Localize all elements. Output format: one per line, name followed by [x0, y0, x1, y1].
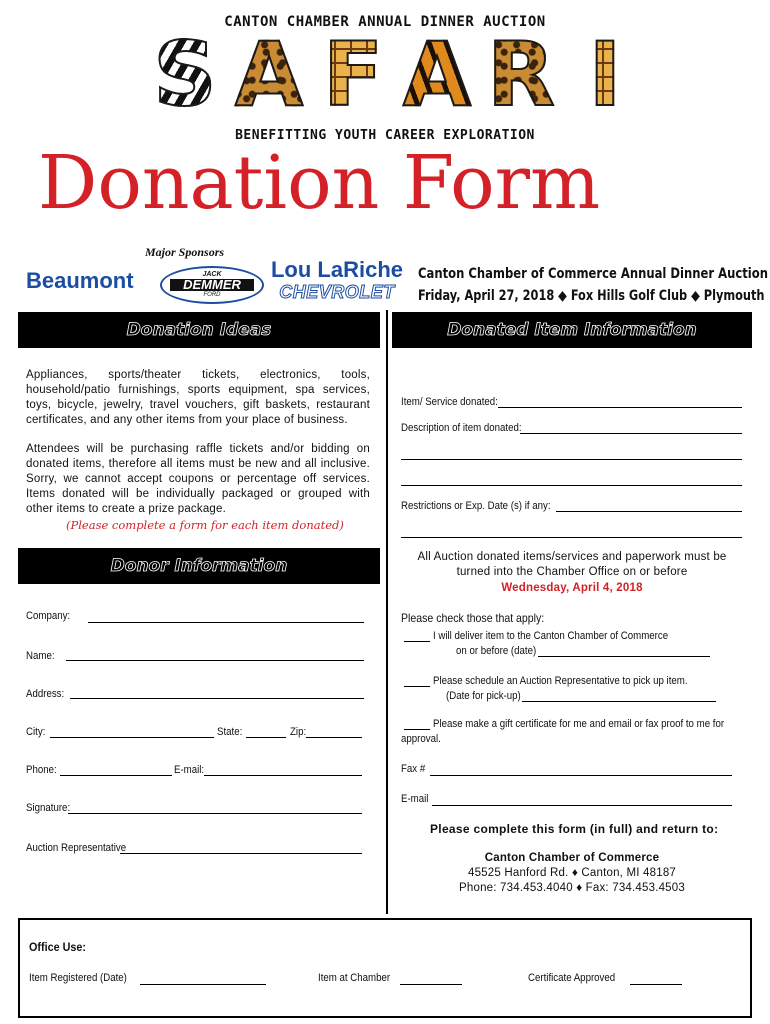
donation-ideas-header [18, 312, 380, 348]
donor-email-label: E-mail: [174, 764, 205, 776]
logo-letter-f: F [318, 34, 388, 116]
city-label: City: [26, 726, 46, 738]
phone-label: Phone: [26, 764, 57, 776]
auction-rep-label: Auction Representative [26, 842, 127, 854]
chamber-name: Canton Chamber of Commerce [484, 852, 660, 864]
pickup-date-label: (Date for pick-up) [446, 690, 521, 702]
item-email-field[interactable] [432, 805, 732, 806]
schedule-pickup-label: Please schedule an Auction Representative to pick up item. [433, 675, 688, 687]
phone-field[interactable] [60, 775, 172, 776]
lou-lariche-logo-brand: CHEVROLET [279, 282, 395, 302]
item-registered-label: Item Registered (Date) [29, 972, 127, 984]
signature-field[interactable] [68, 813, 362, 814]
city-field[interactable] [50, 737, 214, 738]
event-subheader: BENEFITTING YOUTH CAREER EXPLORATION [235, 128, 535, 143]
gift-certificate-label: Please make a gift certificate for me and email or fax proof to me for [433, 718, 725, 730]
donor-info-header [18, 548, 380, 584]
schedule-pickup-checkbox[interactable] [404, 686, 430, 687]
item-donated-field[interactable] [498, 407, 742, 408]
item-donated-label: Item/ Service donated: [401, 396, 498, 408]
certificate-approved-label: Certificate Approved [528, 972, 616, 984]
demmer-logo-jack: JACK [202, 271, 222, 278]
deliver-date-label: on or before (date) [456, 645, 537, 657]
deliver-item-checkbox[interactable] [404, 641, 430, 642]
donation-ideas-heading: Donation Ideas [126, 320, 272, 340]
fax-label: Fax # [401, 763, 426, 775]
item-description-line-2[interactable] [401, 459, 742, 460]
lou-lariche-logo [268, 258, 406, 302]
restrictions-label: Restrictions or Exp. Date (s) if any: [401, 500, 551, 512]
donated-item-heading: Donated Item Information [447, 320, 697, 340]
demmer-logo [160, 266, 264, 304]
name-field[interactable] [66, 660, 364, 661]
event-header: CANTON CHAMBER ANNUAL DINNER AUCTION [224, 14, 546, 30]
state-label: State: [217, 726, 243, 738]
deadline-notice: All Auction donated items/services and paperwork must be turned into the Chamber Office on or before [417, 551, 727, 578]
deadline-date: Wednesday, April 4, 2018 [501, 582, 643, 594]
lou-lariche-logo-name: Lou LaRiche [270, 257, 403, 282]
return-instructions: Please complete this form (in full) and return to: [430, 822, 719, 836]
gift-certificate-approval-label: approval. [401, 733, 441, 745]
item-at-chamber-field[interactable] [400, 984, 462, 985]
form-title: Donation Form [38, 140, 601, 226]
beaumont-logo: Beaumont [26, 268, 134, 293]
demmer-logo-ford: FORD [203, 292, 221, 298]
company-field[interactable] [88, 622, 364, 623]
office-use-box [18, 918, 752, 1018]
logo-letter-i: I [570, 34, 640, 116]
item-at-chamber-label: Item at Chamber [318, 972, 391, 984]
name-label: Name: [26, 650, 55, 662]
auction-rep-field[interactable] [120, 853, 362, 854]
donation-ideas-text: Appliances, sports/theater tickets, electronics, tools, household/patio furnishings, sports equipment, spa services, toys, bicycle, jewelry, travel vouchers, gift baskets, restaurant certificates, and any other items from your place of business. [26, 369, 370, 426]
deliver-date-field[interactable] [538, 656, 710, 657]
chamber-address: 45525 Hanford Rd. ♦ Canton, MI 48187 [467, 867, 677, 879]
item-description-line-3[interactable] [401, 485, 742, 486]
signature-label: Signature: [26, 802, 71, 814]
pickup-date-field[interactable] [522, 701, 716, 702]
gift-certificate-checkbox[interactable] [404, 729, 430, 730]
restrictions-line-2[interactable] [401, 537, 742, 538]
zip-field[interactable] [306, 737, 362, 738]
donor-info-heading: Donor Information [110, 556, 288, 576]
logo-letter-s: S [150, 34, 220, 116]
item-email-label: E-mail [401, 793, 429, 805]
sponsors-label: Major Sponsors [145, 245, 225, 259]
check-options-label: Please check those that apply: [401, 611, 545, 625]
safari-logo [150, 23, 640, 126]
logo-letter-a: A [234, 23, 304, 126]
logo-letter-r: R [487, 23, 555, 126]
deliver-item-label: I will deliver item to the Canton Chamber of Commerce [433, 630, 669, 642]
demmer-logo-name: DEMMER [170, 279, 254, 291]
column-divider [386, 310, 388, 914]
event-date-location: Friday, April 27, 2018 ◆ Fox Hills Golf Club ◆ Plymouth [418, 288, 765, 304]
chamber-phone-fax: Phone: 734.453.4040 ♦ Fax: 734.453.4503 [459, 882, 685, 894]
fax-field[interactable] [430, 775, 732, 776]
address-field[interactable] [70, 698, 364, 699]
item-description-field[interactable] [520, 433, 742, 434]
certificate-approved-field[interactable] [630, 984, 682, 985]
address-label: Address: [26, 688, 65, 700]
item-registered-field[interactable] [140, 984, 266, 985]
restrictions-field[interactable] [556, 511, 742, 512]
event-name: Canton Chamber of Commerce Annual Dinner Auction [418, 266, 768, 282]
zip-label: Zip: [290, 726, 307, 738]
donated-item-header [392, 312, 752, 348]
form-per-item-note: (Please complete a form for each item donated) [66, 518, 344, 532]
company-label: Company: [26, 610, 71, 622]
state-field[interactable] [246, 737, 286, 738]
item-description-label: Description of item donated: [401, 422, 522, 434]
donor-email-field[interactable] [204, 775, 362, 776]
donation-policy-text: Attendees will be purchasing raffle tickets and/or bidding on donated items, therefore all items must be new and all inclusive. Sorry, we cannot accept coupons or percentage off services. Items donated will be individually packaged or grouped with other items to create a prize package. [26, 443, 370, 515]
office-use-title: Office Use: [29, 940, 87, 954]
logo-letter-a2: A [402, 23, 472, 126]
